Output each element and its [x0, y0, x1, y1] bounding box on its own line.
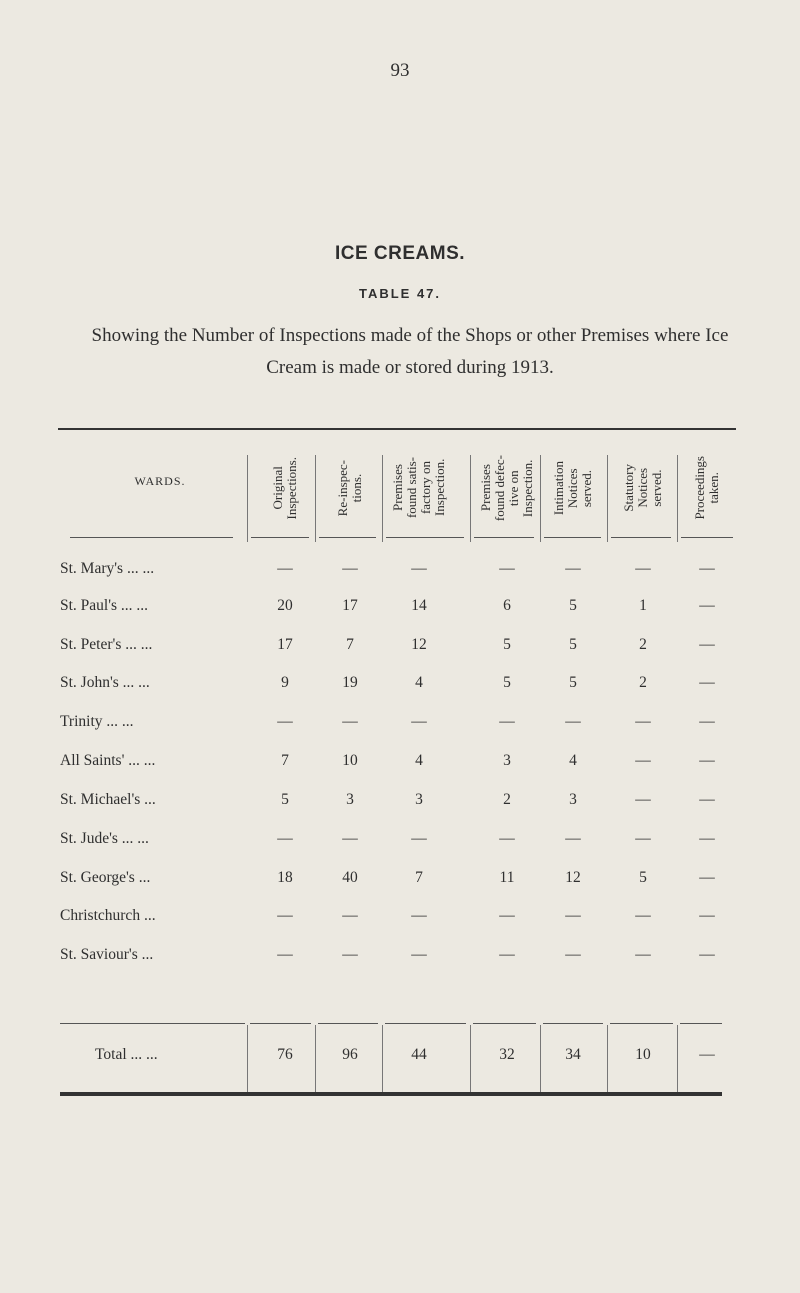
table-cell: 3 [503, 752, 511, 769]
header-rule [544, 537, 601, 538]
table-cell: 5 [503, 636, 511, 653]
ward-name: Trinity ... ... [60, 713, 134, 730]
column-header [472, 440, 542, 536]
table-cell: 5 [503, 674, 511, 691]
total-cell: 44 [411, 1046, 427, 1063]
column-header-label: Re-inspec- tions. [335, 459, 364, 517]
page-title: ICE CREAMS. [334, 243, 466, 264]
table-cell: 10 [342, 752, 358, 769]
total-cell: — [699, 1046, 715, 1063]
table-cell: — [411, 946, 427, 963]
table-cell: — [699, 674, 715, 691]
table-bottom-rule [60, 1092, 722, 1096]
table-cell: — [277, 907, 293, 924]
header-rule [386, 537, 464, 538]
table-cell: — [699, 752, 715, 769]
table-cell: — [342, 713, 358, 730]
column-rule [247, 455, 248, 542]
column-header [384, 440, 454, 536]
table-cell: 2 [503, 791, 511, 808]
table-cell: — [699, 791, 715, 808]
column-header-label: Intimation Notices served. [551, 460, 594, 516]
table-cell: — [699, 946, 715, 963]
column-rule [607, 455, 608, 542]
table-cell: 5 [281, 791, 289, 808]
ward-name: St. Peter's ... ... [60, 636, 153, 653]
table-cell: — [699, 560, 715, 577]
table-cell: — [635, 752, 651, 769]
ward-name: St. Paul's ... ... [60, 597, 149, 614]
table-cell: 19 [342, 674, 358, 691]
table-cell: 40 [342, 869, 358, 886]
column-rule [607, 1025, 608, 1092]
column-header [315, 440, 385, 536]
table-cell: 20 [277, 597, 293, 614]
table-cell: — [277, 946, 293, 963]
total-rule [318, 1023, 378, 1024]
table-cell: — [411, 830, 427, 847]
table-cell: — [342, 830, 358, 847]
header-rule [70, 537, 233, 538]
table-cell: 17 [277, 636, 293, 653]
table-label: TABLE 47. [358, 286, 442, 301]
table-cell: 14 [411, 597, 427, 614]
column-header-label: Proceedings taken. [692, 456, 721, 520]
table-cell: — [565, 907, 581, 924]
table-cell: — [699, 713, 715, 730]
table-cell: — [277, 830, 293, 847]
column-rule [540, 1025, 541, 1092]
ward-name: St. Jude's ... ... [60, 830, 149, 847]
column-header-label: Premises found satis- factory on Inspection. [390, 457, 447, 519]
ward-name: Christchurch ... [60, 907, 156, 924]
table-caption: Showing the Number of Inspections made of the Shops or other Premises where Ice Cream is made or stored during 1913. [91, 325, 729, 378]
table-cell: — [699, 907, 715, 924]
table-cell: — [342, 907, 358, 924]
table-cell: — [635, 713, 651, 730]
total-rule [473, 1023, 536, 1024]
column-rule [470, 455, 471, 542]
table-cell: — [499, 946, 515, 963]
column-rule [540, 455, 541, 542]
table-cell: 3 [346, 791, 354, 808]
total-rule [250, 1023, 311, 1024]
table-cell: 3 [569, 791, 577, 808]
table-cell: — [342, 946, 358, 963]
table-cell: 5 [639, 869, 647, 886]
ward-name: St. Mary's ... ... [60, 560, 155, 577]
column-rule [315, 455, 316, 542]
page-number: 93 [390, 60, 410, 81]
table-cell: 9 [281, 674, 289, 691]
total-rule [610, 1023, 673, 1024]
table-cell: — [499, 907, 515, 924]
table-cell: — [411, 560, 427, 577]
table-top-rule [58, 428, 736, 430]
table-cell: 7 [281, 752, 289, 769]
wards-header: WARDS. [134, 474, 186, 488]
column-header-label: Original Inspections. [270, 456, 299, 520]
total-rule [543, 1023, 603, 1024]
total-rule [60, 1023, 245, 1024]
table-cell: — [565, 713, 581, 730]
table-cell: — [277, 713, 293, 730]
table-cell: — [635, 560, 651, 577]
table-cell: 7 [346, 636, 354, 653]
table-cell: 1 [639, 597, 647, 614]
table-cell: 12 [411, 636, 427, 653]
total-rule [385, 1023, 466, 1024]
table-cell: 5 [569, 674, 577, 691]
column-rule [470, 1025, 471, 1092]
table-cell: 11 [499, 869, 515, 886]
ward-name: St. Saviour's ... [60, 946, 154, 963]
total-label: Total ... ... [95, 1046, 158, 1063]
column-header-label: Statutory Notices served. [621, 464, 664, 512]
total-cell: 96 [342, 1046, 358, 1063]
ward-name: St. Michael's ... [60, 791, 156, 808]
total-cell: 10 [635, 1046, 651, 1063]
ward-name: St. George's ... [60, 869, 151, 886]
column-header [538, 440, 608, 536]
table-cell: — [565, 560, 581, 577]
column-rule [315, 1025, 316, 1092]
table-cell: 2 [639, 636, 647, 653]
total-rule [680, 1023, 722, 1024]
table-cell: 18 [277, 869, 293, 886]
total-cell: 32 [499, 1046, 515, 1063]
table-cell: 4 [415, 752, 423, 769]
column-header [250, 440, 320, 536]
column-header [672, 440, 742, 536]
ward-name: All Saints' ... ... [60, 752, 156, 769]
total-cell: 76 [277, 1046, 293, 1063]
header-rule [319, 537, 376, 538]
table-cell: — [499, 830, 515, 847]
table-cell: — [635, 791, 651, 808]
table-cell: 17 [342, 597, 358, 614]
header-rule [251, 537, 309, 538]
table-cell: — [499, 560, 515, 577]
column-rule [247, 1025, 248, 1092]
table-cell: 4 [569, 752, 577, 769]
table-cell: 2 [639, 674, 647, 691]
table-cell: 3 [415, 791, 423, 808]
column-rule [382, 1025, 383, 1092]
table-cell: 4 [415, 674, 423, 691]
table-cell: — [699, 869, 715, 886]
table-cell: — [342, 560, 358, 577]
table-cell: — [635, 907, 651, 924]
table-cell: — [699, 830, 715, 847]
table-cell: — [699, 636, 715, 653]
table-cell: 5 [569, 597, 577, 614]
table-cell: — [411, 713, 427, 730]
total-cell: 34 [565, 1046, 581, 1063]
table-cell: 6 [503, 597, 511, 614]
table-cell: — [565, 946, 581, 963]
table-cell: — [277, 560, 293, 577]
header-rule [681, 537, 733, 538]
table-cell: 7 [415, 869, 423, 886]
table-cell: — [635, 946, 651, 963]
table-cell: 5 [569, 636, 577, 653]
table-cell: — [635, 830, 651, 847]
ward-name: St. John's ... ... [60, 674, 150, 691]
column-header [608, 440, 678, 536]
column-rule [382, 455, 383, 542]
table-cell: — [565, 830, 581, 847]
column-rule [677, 455, 678, 542]
header-rule [611, 537, 671, 538]
header-rule [474, 537, 534, 538]
table-cell: 12 [565, 869, 581, 886]
column-header-label: Premises found defec- tive on Inspection. [478, 454, 535, 522]
table-cell: — [499, 713, 515, 730]
table-cell: — [411, 907, 427, 924]
table-cell: — [699, 597, 715, 614]
